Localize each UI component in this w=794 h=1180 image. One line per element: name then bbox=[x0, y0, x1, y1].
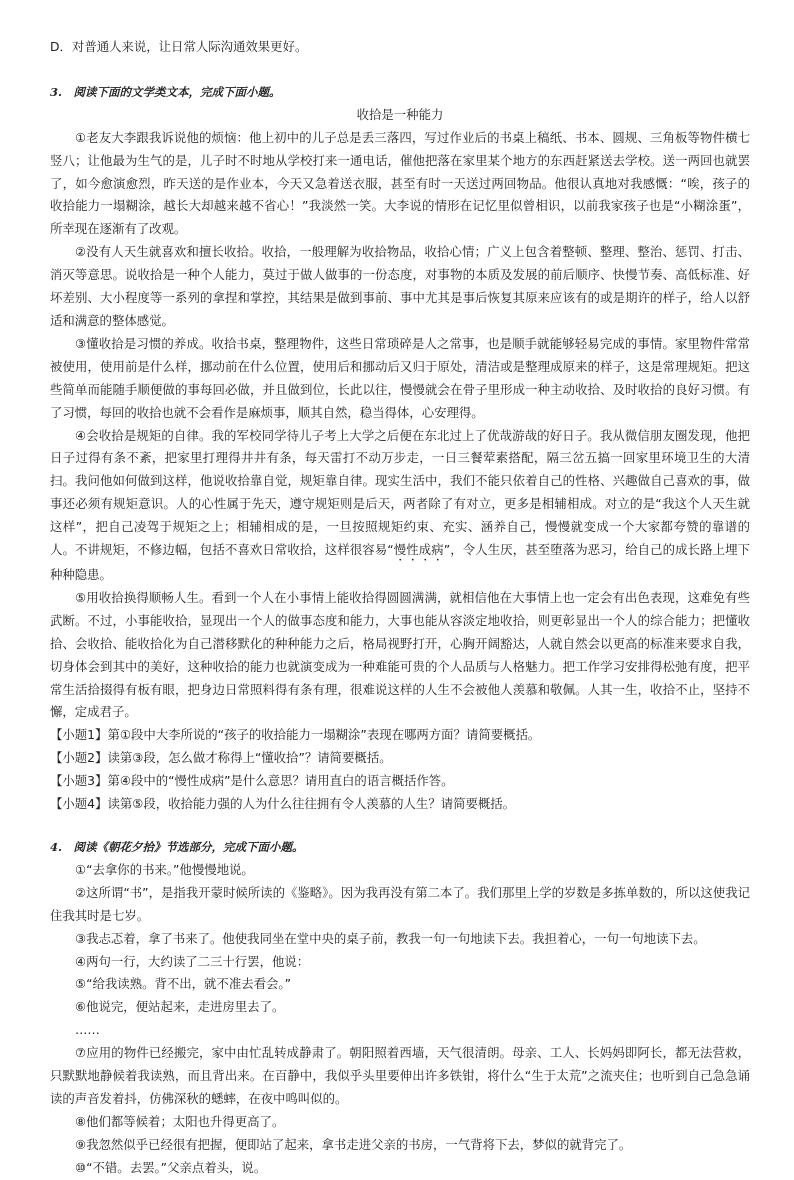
q4-paragraph-2: ②这所谓“书”，是指我开蒙时候所读的《鉴略》。因为我再没有第二本了。我们那里上学的岁数是多拣单数的，所以这使我记住我其时是七岁。 bbox=[50, 884, 750, 923]
q3-paragraph-2: ②没有人天生就喜欢和擅长收拾。收拾，一般理解为收拾物品，收拾心情；广义上包含着整顿、整理、整治、惩罚、打击、消灭等意思。说收拾是一种个人能力，莫过于做人做事的一份态度，对事物的本质及发展的前后顺序、快慢节奏、高低标准、好坏差别、大小程度等一系列的拿捏和掌控，其结果是做到事前、事中尤其是事后恢复其原来应该有的或是期许的样子，给人以舒适和满意的整体感觉。 bbox=[50, 244, 750, 328]
q4-paragraph-9: ⑨我忽然似乎已经很有把握，便即站了起来，拿书走进父亲的书房，一气背将下去，梦似的就背完了。 bbox=[75, 1136, 632, 1152]
q4-paragraph-5: ⑤“给我读熟。背不出，就不准去看会。” bbox=[75, 976, 291, 992]
q4-paragraph-1: ①“去拿你的书来。”他慢慢地说。 bbox=[75, 861, 254, 877]
q3-paragraph-5: ⑤用收拾换得顺畅人生。看到一个人在小事情上能收拾得圆圆满满，就相信他在大事情上也一定会有出色表现，这难免有些武断。不过，小事能收拾，显现出一个人的做事态度和能力，大事也能从容淡定地收拾，则更彰显出一个人的综合能力；把懂收拾、会收拾、能收拾化为自己潜移默化的种种能力之后，格局视野打开，心胸开阔豁达，人就自然会以更高的标准来要求自我，切身体会到其中的美好，这种收拾的能力也就演变成为一种难能可贵的个人品质与人格魅力。把工作学习安排得松弛有度，把平常生活拾掇得有板有眼，把身边日常照料得有条有理，很难说这样的人生不会被他人羡慕和敬佩。人其一生，收拾不止，坚持不懈，定成君子。 bbox=[50, 589, 750, 720]
q4-paragraph-6: ⑥他说完，便站起来，走进房里去了。 bbox=[75, 999, 285, 1015]
q3-sub-question-4: 【小题4】读第⑤段，收拾能力强的人为什么往往拥有令人羡慕的人生？请简要概括。 bbox=[50, 796, 516, 812]
q4-paragraph-8: ⑧他们都等候着；太阳也升得更高了。 bbox=[75, 1113, 285, 1129]
spacer bbox=[50, 59, 750, 81]
emphasized-phrase: 慢性成病 bbox=[393, 542, 444, 558]
q4-paragraph-4: ④两句一行，大约读了二三十行罢，他说： bbox=[75, 953, 310, 969]
q3-sub-question-3: 【小题3】第④段中的“慢性成病”是什么意思？请用直白的语言概括作答。 bbox=[50, 773, 454, 789]
spacer bbox=[50, 816, 750, 836]
passage-title: 收拾是一种能力 bbox=[356, 106, 444, 122]
q3-sub-question-1: 【小题1】第①段中大李所说的“孩子的收拾能力一塌糊涂”表现在哪两方面？请简要概括。 bbox=[50, 727, 541, 743]
question-4-heading: 4. 阅读《朝花夕拾》节选部分，完成下面小题。 bbox=[50, 840, 304, 854]
q3-paragraph-3: ③懂收拾是习惯的养成。收拾书桌，整理物件，这些日常琐碎是人之常事，也是顺手就能够轻易完成的事情。家里物件常常被使用，使用前是什么样，挪动前在什么位置，使用后和挪动后又归于原处，清洁或是整理成原来的样子，这是常理规矩。把这些简单而能随手顺便做的事每回必做，并且做到位，长此以往，慢慢就会在骨子里形成一种主动收拾、及时收拾的良好习惯。有了习惯，每回的收拾也就不会看作是麻烦事，顺其自然，稳当得体，心安理得。 bbox=[50, 335, 750, 420]
q3-paragraph-1: ①老友大李跟我诉说他的烦恼：他上初中的儿子总是丢三落四，写过作业后的书桌上稿纸、书本、圆规、三角板等物件横七竖八；让他最为生气的是，儿子时不时地从学校打来一通电话，催他把落在家里某个地方的东西赶紧送去学校。送一两回也就罢了，如今愈演愈烈，昨天送的是作业本，今天又急着送衣服，甚至有时一天送过两回物品。他很认真地对我感慨：“唉，孩子的收拾能力一塌糊涂，越长大却越来越不省心！”我淡然一笑。大李说的情形在记忆里似曾相识，以前我家孩子也是“小糊涂蛋”，所幸现在逐渐有了改观。 bbox=[50, 129, 750, 237]
q4-paragraph-7: ⑦应用的物件已经搬完，家中由忙乱转成静肃了。朝阳照着西墙，天气很清朗。母亲、工人、长妈妈即阿长，都无法营救，只默默地静候着我读熟，而且背出来。在百静中，我似乎头里要伸出许多铁钳，将什么“生于太荒”之流夹住；也听到自己急急诵读的声音发着抖，仿佛深秋的蟋蟀，在夜中鸣叫似的。 bbox=[50, 1045, 750, 1106]
question-3-heading: 3. 阅读下面的文学类文本，完成下面小题。 bbox=[50, 84, 281, 99]
document-page bbox=[50, 36, 750, 1180]
q4-ellipsis: …… bbox=[75, 1022, 100, 1038]
q4-paragraph-3: ③我忐忑着，拿了书来了。他使我同坐在堂中央的桌子前，教我一句一句地读下去。我担着心，一句一句地读下去。 bbox=[75, 930, 706, 946]
q3-sub-question-2: 【小题2】读第③段，怎么做才称得上“懂收拾”？请简要概括。 bbox=[50, 750, 392, 766]
q4-paragraph-10: ⑩“不错。去罢。”父亲点着头，说。 bbox=[75, 1159, 267, 1175]
previous-option-d: D．对普通人来说，让日常人际沟通效果更好。 bbox=[50, 39, 308, 54]
q3-paragraph-4: ④会收拾是规矩的自律。我的军校同学待儿子考上大学之后便在东北过上了优哉游哉的好日子。我从微信朋友圈发现，他把日子过得有条不紊，把家里打理得井井有条，每天雷打不动万步走，一日三餐荤素搭配，隔三岔五搞一回家里环境卫生的大清扫。我问他如何做到这样，他说收拾靠自觉，规矩靠自律。现实生活中，我们不能只依着自己的性格、兴趣做自己喜欢的事，做事还必须有规矩意识。人的心性属于先天，遵守规矩则是后天，两者除了有对立，更多是相辅相成。对立的是“我这个人天生就这样”，把自己凌驾于规矩之上；相辅相成的是，一旦按照规矩约束、充实、涵养自己，慢慢就变成一个大家都夸赞的靠谱的人。不讲规矩，不修边幅，包括不喜欢日常收拾，这样很容易“慢性成病”，令人生厌，甚至堕落为恶习，给自己的成长路上埋下种种隐患。 bbox=[50, 427, 751, 583]
